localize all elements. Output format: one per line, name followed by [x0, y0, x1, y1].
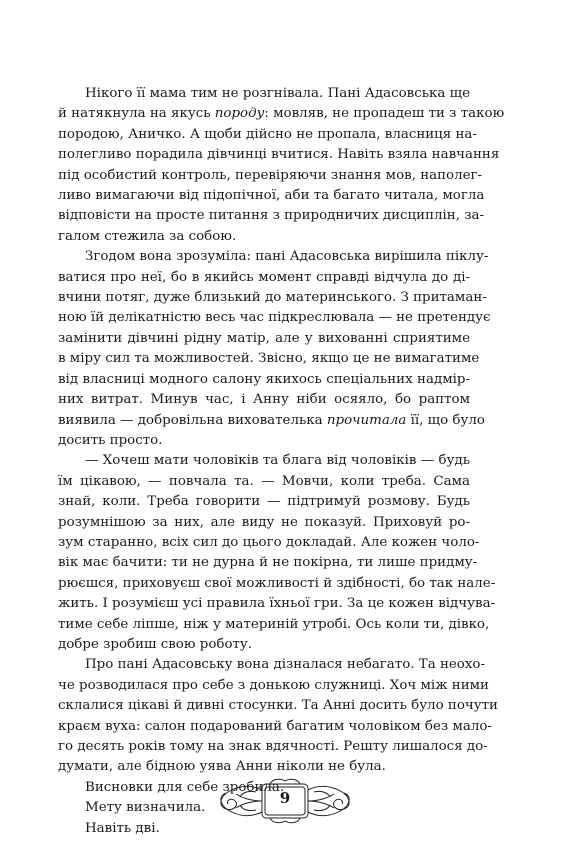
- text-line: [58, 594, 496, 614]
- paragraph-p4: [58, 655, 498, 777]
- text-line: [58, 492, 470, 512]
- text-line: [58, 574, 496, 594]
- text-run: склалися цікаві й дивні стосунки. Та Анні досить було почути: [58, 698, 498, 714]
- text-line: [58, 676, 489, 696]
- text-line: [58, 411, 485, 431]
- text-run: го десять років тому на знак вдячності. Решту лишалося до-: [58, 739, 488, 754]
- text-line: [58, 431, 470, 451]
- text-run: виявила — добровільна вихователька: [58, 412, 327, 428]
- text-run: вік має бачити: ти не дурна й не покірна, ти лише придму-: [58, 555, 478, 571]
- page-folio: [210, 776, 360, 826]
- text-line: [58, 472, 470, 492]
- book-page-text: [58, 84, 505, 839]
- text-run: — Хочеш мати чоловіків та блага від чоловіків — будь: [85, 453, 470, 469]
- text-run: зум старанно, всіх сил до цього докладай. Але кожен чоло-: [58, 534, 480, 550]
- italic-text-run: породу: [214, 106, 265, 122]
- text-line: [58, 288, 487, 308]
- text-run: знай, коли. Треба говорити — підтримуй розмову. Будь: [58, 494, 470, 510]
- text-line: [58, 145, 500, 165]
- text-line: [58, 186, 485, 206]
- text-run: рюєшся, приховуєш свої можливості й здібності, бо так нале-: [58, 575, 496, 591]
- text-line: [58, 655, 485, 675]
- text-run: думати, але бідною уява Анни ніколи не була.: [58, 759, 386, 775]
- text-run: досить просто.: [58, 432, 163, 448]
- text-line: [58, 390, 470, 410]
- text-run: Висновки для себе зробила.: [85, 779, 285, 795]
- text-line: [58, 349, 480, 369]
- paragraph-p2: [58, 247, 491, 451]
- paragraph-p3: [58, 451, 496, 655]
- text-run: в міру сил та можливостей. Звісно, якщо це не вимагатиме: [58, 351, 480, 367]
- text-line: [58, 125, 477, 145]
- text-line: [58, 329, 470, 349]
- text-run: Нікого її мама тим не розгнівала. Пані Адасовська ще: [85, 86, 470, 101]
- text-line: [58, 206, 485, 226]
- text-run: її, що було: [406, 412, 485, 428]
- text-run: жить. І розумієш усі правила їхньої гри. За це кожен відчува-: [58, 596, 496, 612]
- text-line: [58, 451, 470, 471]
- text-line: [58, 370, 470, 390]
- text-line: [58, 635, 470, 655]
- text-line: [58, 533, 480, 553]
- text-line: [58, 268, 470, 288]
- text-run: відповісти на просте питання з природничих дисциплін, за-: [58, 208, 485, 224]
- text-run: добре зробиш свою роботу.: [58, 636, 253, 652]
- text-line: [58, 84, 470, 104]
- text-line: [58, 757, 470, 777]
- text-run: ватися про неї, бо в якийсь момент справді відчула до ді-: [58, 269, 470, 285]
- text-line: [58, 104, 505, 124]
- text-run: че розводилася про себе з донькою служниці. Хоч між ними: [58, 677, 489, 693]
- text-line: [58, 717, 492, 737]
- text-line: [58, 553, 478, 573]
- text-line: [58, 308, 491, 328]
- text-line: [58, 227, 470, 247]
- text-run: Навіть дві.: [85, 820, 160, 836]
- text-run: вчини потяг, дуже близький до материнського. З притаман-: [58, 290, 487, 306]
- text-line: [58, 696, 498, 716]
- text-run: від власниці модного салону якихось спеціальних надмір-: [58, 371, 470, 387]
- text-run: : мовляв, не пропадеш ти з такою: [264, 106, 505, 122]
- text-line: [58, 247, 489, 267]
- page-number: 9: [279, 789, 291, 807]
- text-run: краєм вуха: салон подарований багатим чоловіком без мало-: [58, 718, 492, 734]
- text-run: породою, Аничко. А щоби дійсно не пропала, власниця на-: [58, 126, 477, 142]
- text-line: [58, 737, 488, 757]
- text-run: й натякнула на якусь: [58, 106, 215, 122]
- text-run: розумнішою за них, але виду не показуй. Приховуй ро-: [58, 514, 470, 530]
- text-run: галом стежила за собою.: [58, 228, 237, 244]
- text-run: їм цікавою, — повчала та. — Мовчи, коли треба. Сама: [58, 473, 470, 489]
- text-run: замінити дівчині рідну матір, але у вихованні сприятиме: [58, 330, 470, 346]
- text-run: Про пані Адасовську вона дізналася небагато. Та неохо-: [85, 657, 485, 673]
- paragraph-p1: [58, 84, 505, 247]
- text-run: Згодом вона зрозуміла: пані Адасовська вирішила піклу-: [85, 249, 489, 265]
- text-run: полегливо порадила дівчинці вчитися. Навіть взяла навчання: [58, 147, 500, 163]
- text-line: [58, 513, 470, 533]
- text-run: тиме себе ліпше, ніж у материній утробі. Ось коли ти, дівко,: [58, 616, 490, 632]
- text-run: них витрат. Минув час, і Анну ніби осяяло, бо раптом: [58, 392, 470, 408]
- text-line: [58, 166, 483, 186]
- text-run: Мету визначила.: [85, 800, 206, 816]
- italic-text-run: прочитала: [326, 412, 407, 428]
- text-run: ливо вимагаючи від підопічної, аби та багато читала, могла: [58, 188, 485, 204]
- text-line: [58, 615, 490, 635]
- text-run: ною їй делікатністю весь час підкреслювала — не претендує: [58, 310, 491, 326]
- text-run: під особистий контроль, перевіряючи знання мов, наполег-: [58, 167, 483, 183]
